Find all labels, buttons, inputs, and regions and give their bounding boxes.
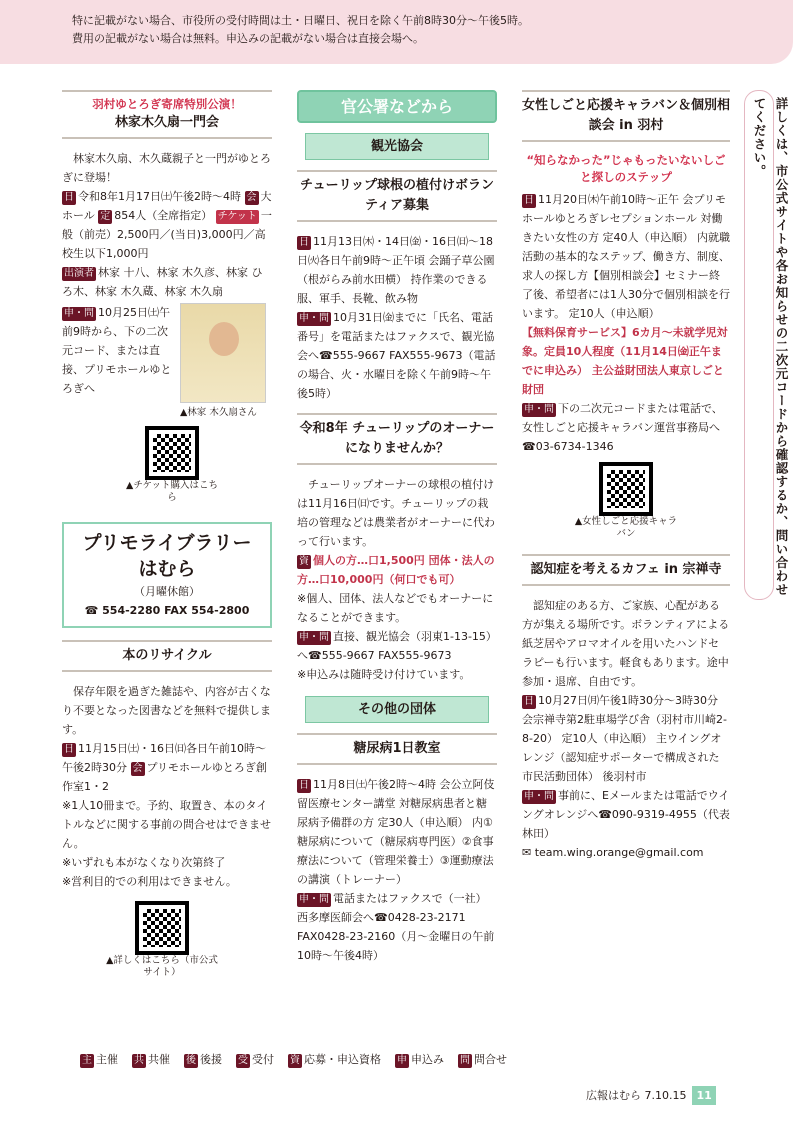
page-number: 11 [692,1086,715,1105]
library-phone: ☎ 554-2280 FAX 554-2800 [84,604,250,617]
event-body [62,149,272,504]
notice-line-1: 特に記載がない場合、市役所の受付時間は土・日曜日、祝日を除く午前8時30分～午後5時。 [72,14,529,27]
qr-code-icon[interactable] [145,426,199,480]
event-subtitle: 羽村ゆとろぎ寄席特別公演！ [92,97,242,111]
library-box: プリモライブラリー はむら （月曜休館） ☎ 554-2280 FAX 554-2800 [62,522,272,628]
column-3: 女性しごと応援キャラバン＆個別相談会 in 羽村 “知らなかった”じゃもったいないしごと探しのステップ 日 11月20日㈭午前10時～正午 会プリモホールゆとろぎレセプションホール 対働きたい女性の方 定40人（申込順） 内就職活動の基本的なステップ、働き方、制度、求人の探し方【個別相談会】セミナー終了後、希望者には1人30分で個別相談を行います。 定10人（申込順） 【無料保育サービス】6カ月～未就学児対象。定員10人程度（11月14日㈮正午までに申込み） 主公益財団法人東京しごと財団 申・問 下の二次元コードまたは電話で、女性しごと応援キャラバン運営事務局へ☎03-6734-1346 ▲女性しごと応援キャラバン 認知症を考えるカフェ in 宗禅寺 認知症のある方、ご家族、心配がある方が集える場所です。ボランティアによる紙芝居やアロマオイルを用いたハンドセラピーも行います。軽食もあります。途中参加・退席、自由です。 日 10月27日㈪午後1時30分～3時30分 会宗禅寺第2駐車場学び舎（羽村市川崎2-8-20） 定10人（申込順） 主ウイングオレンジ（認知症サポーターで構成された市民活動団体） 後羽村市 申・問 事前に、Eメールまたは電話でウイングオレンジへ☎090-9319-4955（代表 林田） ✉ team.wing.orange@gmail.com [522,90,730,862]
recycle-qr[interactable]: ▲詳しくはこちら（市公式サイト） [102,901,222,979]
dementia-cafe-title: 認知症を考えるカフェ in 宗禅寺 [530,562,722,577]
qr-code-icon[interactable] [599,462,653,516]
event-intro: 林家木久扇、木久蔵親子と一門がゆとろぎに登場！ [62,152,271,184]
section-tourism: 観光協会 [305,133,489,160]
caravan-qr[interactable]: ▲女性しごと応援キャラバン [571,462,681,540]
recycle-header: 本のリサイクル [62,640,272,672]
section-other: その他の団体 [305,696,489,723]
event-info: 日 令和8年1月17日㈯午後2時～4時 会 大ホール 定 854人（全席指定） チケット 一般（前売）2,500円／(当日)3,000円／高校生以下1,000円 [62,190,272,260]
performer-photo [180,303,266,403]
legend: 主 主催 共 共催 後 後援 受 受付 資 応募・申込資格 申 申込み 問 問合せ [82,1053,507,1066]
recycle-body: 保存年限を過ぎた雑誌や、内容が古くなり不要となった図書などを無料で提供します。 日 11月15日㈯・16日㈰各日午前10時～午後2時30分 会 プリモホールゆとろぎ創作室1・2 ※1人10冊まで。予約、取置き、本のタイトルなどに関する事前の問合せはできません。 ※いずれも本がなくなり次第終了 ※営利目的での利用はできません。 ▲詳しくはこちら（市公式サイト） [62,685,271,978]
performers: 出演者 林家 十八、林家 木久彦、林家 ひろ木、林家 木久蔵、林家 木久扇 [62,266,263,298]
section-government: 官公署などから [297,90,497,123]
event-title: 林家木久扇一門会 [114,115,219,130]
notice-banner [0,0,793,64]
side-note: 詳しくは、市公式サイトや各お知らせの二次元コードから確認するか、問い合わせてください。 [744,90,774,600]
page-label: 広報はむら 7.10.15 [586,1089,687,1102]
notice-line-2: 費用の記載がない場合は無料。申込みの記載がない場合は直接会場へ。 [72,32,424,45]
ticket-qr[interactable]: ▲チケット購入はこちら [122,426,222,504]
caravan-subtitle: “知らなかった”じゃもったいないしごと探しのステップ [526,153,726,184]
email-link[interactable]: ✉ team.wing.orange@gmail.com [522,846,704,859]
mail-icon: ✉ [522,846,535,859]
qr-code-icon[interactable] [135,901,189,955]
diabetes-title: 糖尿病1日教室 [353,741,441,756]
apply-info: 申・問 10月25日㈯午前9時から、下の二次元コード、または直接、プリモホールゆとろぎへ [62,306,172,395]
tulip-volunteer-title: チューリップ球根の植付けボランティア募集 [299,178,495,213]
performer-photo-block [180,303,266,422]
event-header [62,90,272,139]
photo-caption: ▲林家 木久扇さん [180,407,257,418]
column-1 [62,90,272,979]
column-2: 官公署などから 観光協会 チューリップ球根の植付けボランティア募集 日 11月13日㈭・14日㈮・16日㈰～18日㈫各日午前9時～正午頃 会踊子草公園（根がらみ前水田横） 持作業のできる服、軍手、長靴、飲み物 申・問 10月31日㈮までに「氏名、電話番号」を電話またはファクスで、観光協会へ☎555-9667 FAX555-9673（電話の場合、火・水曜日を除く午前9時～午後5時） 令和8年 チューリップのオーナーになりませんか？ チューリップオーナーの球根の植付けは11月16日㈰です。チューリップの栽培の管理などは農業者がオーナーに代わって行います。 資 個人の方…口1,500円 団体・法人の方…口10,000円（何口でも可） ※個人、団体、法人などでもオーナーになることができます。 申・問 直接、観光協会（羽東1-13-15）へ☎555-9667 FAX555-9673 ※申込みは随時受け付けています。 その他の団体 糖尿病1日教室 日 11月8日㈯午後2時～4時 会公立阿伎留医療センター講堂 対糖尿病患者と糖尿病予備群の方 定30人（申込順） 内①糖尿病について（糖尿病専門医）②食事療法について（管理栄養士）③運動療法の講演（トレーナー） 申・問 電話またはファクスで（一社）西多摩医師会へ☎0428-23-2171 FAX0428-23-2160（月～金曜日の午前10時～午後4時） [297,90,497,965]
page-footer [586,1086,716,1105]
caravan-title: 女性しごと応援キャラバン＆個別相談会 in 羽村 [522,98,731,133]
tulip-owner-title: 令和8年 チューリップのオーナーになりませんか？ [299,421,495,456]
